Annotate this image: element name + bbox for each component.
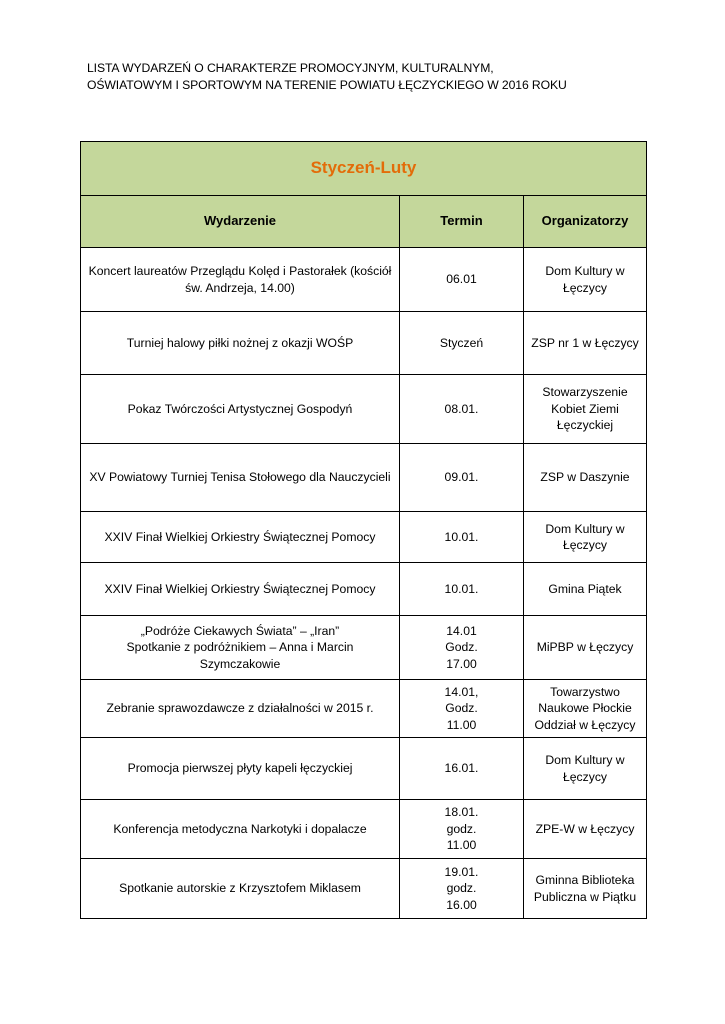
table-row [81, 738, 647, 800]
event-cell: „Podróże Ciekawych Świata” – „Iran” Spotkanie z podróżnikiem – Anna i Marcin Szymczakowie [81, 616, 400, 680]
organizer-cell: Gmina Piątek [524, 563, 647, 616]
organizer-cell: Towarzystwo Naukowe Płockie Oddział w Łęczycy [524, 680, 647, 738]
column-header-organizer: Organizatorzy [524, 196, 647, 248]
table-title: Styczeń-Luty [81, 142, 647, 196]
organizer-cell: ZPE-W w Łęczycy [524, 800, 647, 859]
table-row [81, 312, 647, 375]
event-cell: Spotkanie autorskie z Krzysztofem Miklasem [81, 859, 400, 919]
organizer-cell: Dom Kultury w Łęczycy [524, 512, 647, 563]
column-header-event: Wydarzenie [81, 196, 400, 248]
event-cell: Zebranie sprawozdawcze z działalności w 2015 r. [81, 680, 400, 738]
event-cell: Pokaz Twórczości Artystycznej Gospodyń [81, 375, 400, 444]
date-cell: 14.01, Godz. 11.00 [400, 680, 524, 738]
document-header [87, 60, 687, 94]
date-cell: 08.01. [400, 375, 524, 444]
organizer-cell: ZSP w Daszynie [524, 444, 647, 512]
header-line-2: OŚWIATOWYM I SPORTOWYM NA TERENIE POWIATU ŁĘCZYCKIEGO W 2016 ROKU [87, 78, 567, 92]
date-cell: 16.01. [400, 738, 524, 800]
table-row [81, 512, 647, 563]
event-cell: Promocja pierwszej płyty kapeli łęczyckiej [81, 738, 400, 800]
date-cell: 18.01. godz. 11.00 [400, 800, 524, 859]
organizer-cell: Gminna Biblioteka Publiczna w Piątku [524, 859, 647, 919]
date-cell: 14.01 Godz. 17.00 [400, 616, 524, 680]
event-cell: Konferencja metodyczna Narkotyki i dopalacze [81, 800, 400, 859]
date-cell: 10.01. [400, 512, 524, 563]
column-header-date: Termin [400, 196, 524, 248]
table-row [81, 800, 647, 859]
organizer-cell: ZSP nr 1 w Łęczycy [524, 312, 647, 375]
table-row [81, 563, 647, 616]
events-table [80, 141, 647, 919]
organizer-cell: Dom Kultury w Łęczycy [524, 738, 647, 800]
date-cell: 06.01 [400, 248, 524, 312]
date-cell: 10.01. [400, 563, 524, 616]
event-cell: Koncert laureatów Przeglądu Kolęd i Pastorałek (kościół św. Andrzeja, 14.00) [81, 248, 400, 312]
event-cell: XXIV Finał Wielkiej Orkiestry Świątecznej Pomocy [81, 512, 400, 563]
date-cell: 09.01. [400, 444, 524, 512]
date-cell: 19.01. godz. 16.00 [400, 859, 524, 919]
date-cell: Styczeń [400, 312, 524, 375]
table-row [81, 859, 647, 919]
table-header-row [81, 196, 647, 248]
table-row [81, 616, 647, 680]
organizer-cell: Stowarzyszenie Kobiet Ziemi Łęczyckiej [524, 375, 647, 444]
table-row [81, 444, 647, 512]
table-title-row [81, 142, 647, 196]
event-cell: Turniej halowy piłki nożnej z okazji WOŚP [81, 312, 400, 375]
organizer-cell: Dom Kultury w Łęczycy [524, 248, 647, 312]
header-line-1: LISTA WYDARZEŃ O CHARAKTERZE PROMOCYJNYM, KULTURALNYM, [87, 61, 494, 75]
event-cell: XV Powiatowy Turniej Tenisa Stołowego dla Nauczycieli [81, 444, 400, 512]
table-row [81, 680, 647, 738]
table-row [81, 375, 647, 444]
event-cell: XXIV Finał Wielkiej Orkiestry Świątecznej Pomocy [81, 563, 400, 616]
organizer-cell: MiPBP w Łęczycy [524, 616, 647, 680]
table-row [81, 248, 647, 312]
